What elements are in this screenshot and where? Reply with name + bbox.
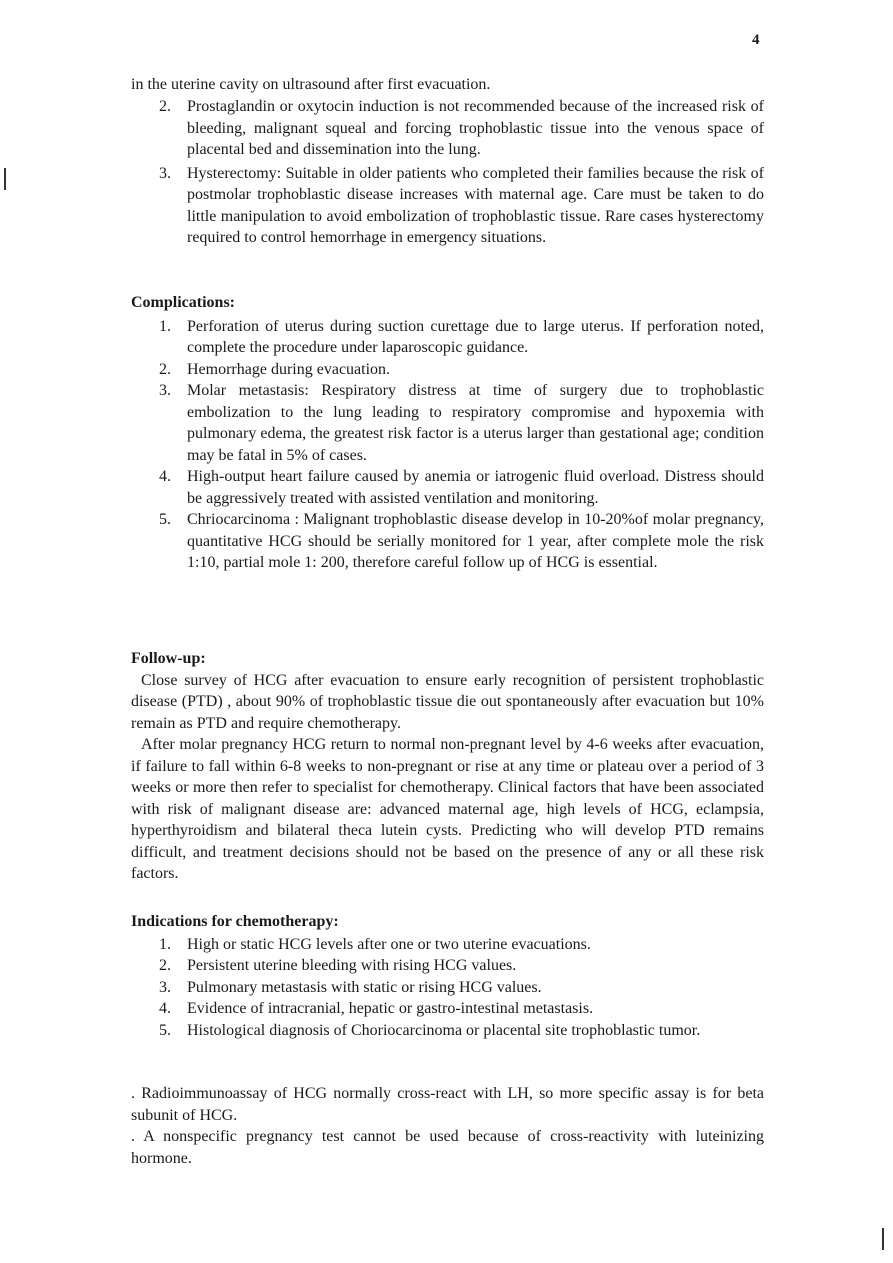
scan-edge-mark [882, 1228, 884, 1250]
followup-section [131, 648, 764, 885]
list-item: 2. Hemorrhage during evacuation. [159, 360, 391, 378]
list-item: 2. Persistent uterine bleeding with rising HCG values. [159, 957, 517, 974]
list-item: 1. Perforation of uterus during suction curettage due to large uterus. If perforation noted, complete the procedure under laparoscopic guidance. [159, 317, 764, 356]
paragraph: After molar pregnancy HCG return to normal non-pregnant level by 4-6 weeks after evacuation, if failure to fall within 6-8 weeks to non-pregnant or rise at any time or plateau over a period of 3 weeks or more then refer to specialist for chemotherapy. Clinical factors that have been associated with risk of malignant disease are: advanced maternal age, high levels of HCG, eclampsia, hyperthyroidism and bilateral theca lutein cysts. Predicting who will develop PTD remains difficult, and treatment decisions should not be based on the presence of any or all these risk factors. [131, 736, 764, 882]
list-item: 3. Hysterectomy: Suitable in older patients who completed their families because the risk of postmolar trophoblastic disease increases with maternal age. Care must be taken to do little manipulation to avoid embolization of trophoblastic tissue. Rare cases hysterectomy required to control hemorrhage in emergency situations. [159, 164, 764, 246]
paragraph: Close survey of HCG after evacuation to ensure early recognition of persistent trophoblastic disease (PTD) , about 90% of trophoblastic tissue die out spontaneously after evacuation but 10% remain as PTD and require chemotherapy. [131, 671, 764, 732]
notes-section [131, 1083, 764, 1169]
chemotherapy-section [131, 911, 764, 1041]
section-heading: Indications for chemotherapy: [131, 913, 339, 930]
list-item: 4. Evidence of intracranial, hepatic or gastro-intestinal metastasis. [159, 1000, 594, 1017]
scan-edge-mark [4, 168, 6, 190]
section-heading: Complications: [131, 294, 235, 311]
list-item: 3. Molar metastasis: Respiratory distress at time of surgery due to trophoblastic embolization to the lung leading to respiratory compromise and hypoxemia with pulmonary edema, the greatest risk factor is a uterus larger than gestational age; condition may be fatal in 5% of cases. [159, 382, 764, 464]
intro-line: in the uterine cavity on ultrasound after first evacuation. [131, 76, 491, 93]
treatment-list [131, 96, 764, 249]
list-item: 5. Chriocarcinoma : Malignant trophoblastic disease develop in 10-20%of molar pregnancy, quantitative HCG should be serially monitored for 1 year, after complete mole the risk 1:10, partial mole 1: 200, therefore careful follow up of HCG is essential. [159, 511, 764, 571]
list-item: 2. Prostaglandin or oxytocin induction is not recommended because of the increased risk of bleeding, malignant squeal and forcing trophoblastic tissue into the venous space of placental bed and dissemination into the lung. [159, 98, 764, 158]
list-item: 4. High-output heart failure caused by anemia or iatrogenic fluid overload. Distress should be aggressively treated with assisted ventilation and monitoring. [159, 468, 764, 507]
note-paragraph: . A nonspecific pregnancy test cannot be used because of cross-reactivity with luteinizing hormone. [131, 1128, 764, 1167]
section-heading: Follow-up: [131, 650, 206, 667]
list-item: 3. Pulmonary metastasis with static or rising HCG values. [159, 978, 542, 996]
list-item: 5. Histological diagnosis of Choriocarcinoma or placental site trophoblastic tumor. [159, 1021, 701, 1039]
complications-section [131, 292, 764, 574]
list-item: 1. High or static HCG levels after one or two uterine evacuations. [159, 935, 591, 953]
note-paragraph: . Radioimmunoassay of HCG normally cross-react with LH, so more specific assay is for beta subunit of HCG. [131, 1085, 764, 1124]
page-number: 4 [752, 32, 760, 48]
